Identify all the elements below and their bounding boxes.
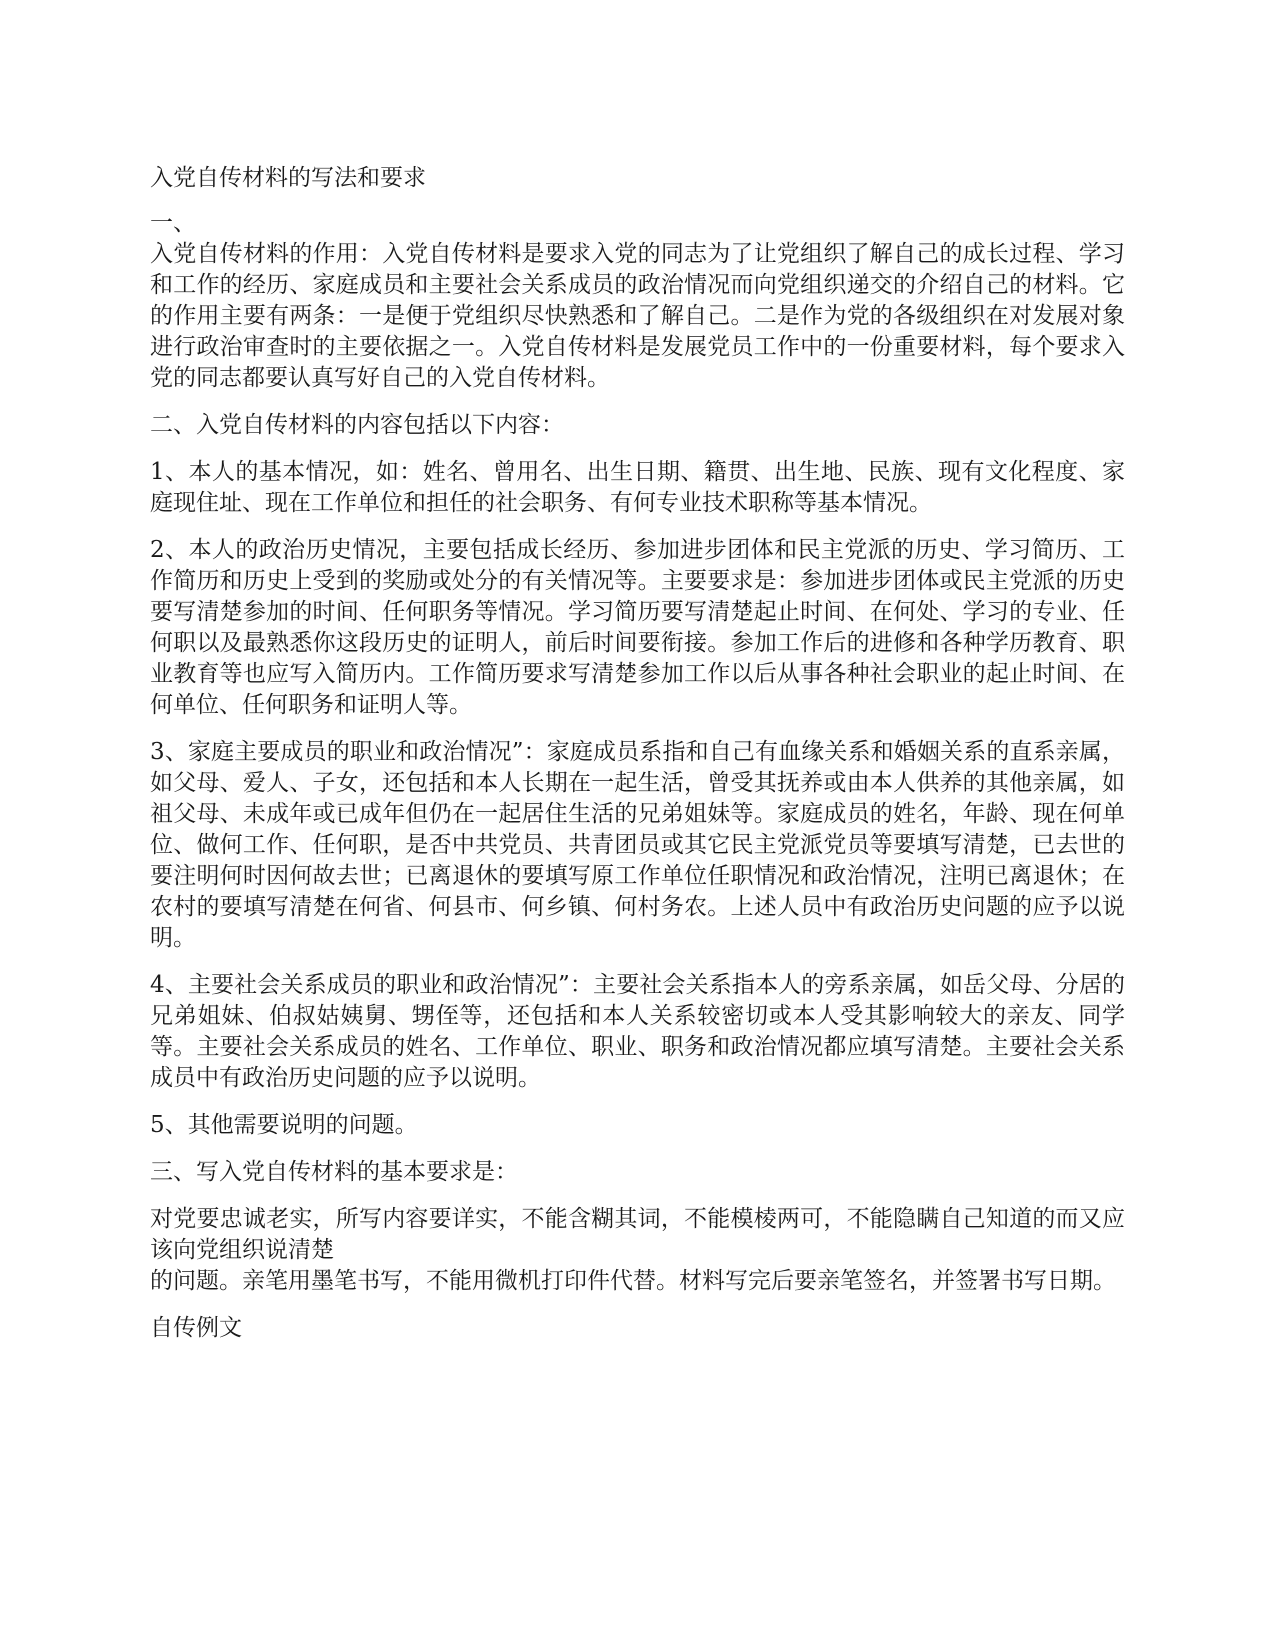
section-1-paragraph: 入党自传材料的作用：入党自传材料是要求入党的同志为了让党组织了解自己的成长过程、学习和工作的经历、家庭成员和主要社会关系成员的政治情况而向党组织递交的介绍自己的材料。它的作用主要有两条：一是便于党组织尽快熟悉和了解自己。二是作为党的各级组织在对发展对象进行政治审查时的主要依据之一。入党自传材料是发展党员工作中的一份重要材料，每个要求入党的同志都要认真写好自己的入党自传材料。: [150, 241, 1125, 391]
section-2-item-3: 3、家庭主要成员的职业和政治情况”：家庭成员系指和自己有血缘关系和婚姻关系的直系亲属，如父母、爱人、子女，还包括和本人长期在一起生活，曾受其抚养或由本人供养的其他亲属，如祖父母、未成年或已成年但仍在一起居住生活的兄弟姐妹等。家庭成员的姓名，年龄、现在何单位、做何工作、任何职，是否中共党员、共青团员或其它民主党派党员等要填写清楚，已去世的要注明何时因何故去世；已离退休的要填写原工作单位任职情况和政治情况，注明已离退休；在农村的要填写清楚在何省、何县市、何乡镇、何村务农。上述人员中有政治历史问题的应予以说明。: [150, 739, 1125, 951]
section-2-item-1: 1、本人的基本情况，如：姓名、曾用名、出生日期、籍贯、出生地、民族、现有文化程度、家庭现住址、现在工作单位和担任的社会职务、有何专业技术职称等基本情况。: [150, 459, 1125, 516]
section-2-item-5: 5、其他需要说明的问题。: [150, 1112, 418, 1138]
section-2-item-2: 2、本人的政治历史情况，主要包括成长经历、参加进步团体和民主党派的历史、学习简历、工作简历和历史上受到的奖励或处分的有关情况等。主要要求是：参加进步团体或民主党派的历史要写清楚参加的时间、任何职务等情况。学习简历要写清楚起止时间、在何处、学习的专业、任何职以及最熟悉你这段历史的证明人，前后时间要衔接。参加工作后的进修和各种学历教育、职业教育等也应写入简历内。工作简历要求写清楚参加工作以后从事各种社会职业的起止时间、在何单位、任何职务和证明人等。: [150, 537, 1125, 718]
section-2-heading: 二、入党自传材料的内容包括以下内容：: [150, 412, 564, 438]
example-heading: 自传例文: [150, 1315, 242, 1341]
section-3-paragraph-part-1: 对党要忠诚老实，所写内容要详实，不能含糊其词，不能模棱两可，不能隐瞒自己知道的而又应该向党组织说清楚: [150, 1206, 1125, 1263]
section-1-heading: 一、: [150, 210, 196, 236]
document-title: 入党自传材料的写法和要求: [150, 165, 426, 191]
section-3-heading: 三、写入党自传材料的基本要求是：: [150, 1159, 518, 1185]
document-body: [150, 163, 1125, 1360]
section-3-paragraph-part-2: 的问题。亲笔用墨笔书写，不能用微机打印件代替。材料写完后要亲笔签名，并签署书写日期。: [150, 1268, 1116, 1294]
section-2-item-4: 4、主要社会关系成员的职业和政治情况”：主要社会关系指本人的旁系亲属，如岳父母、分居的兄弟姐妹、伯叔姑姨舅、甥侄等，还包括和本人关系较密切或本人受其影响较大的亲友、同学等。主要社会关系成员的姓名、工作单位、职业、职务和政治情况都应填写清楚。主要社会关系成员中有政治历史问题的应予以说明。: [150, 972, 1125, 1091]
